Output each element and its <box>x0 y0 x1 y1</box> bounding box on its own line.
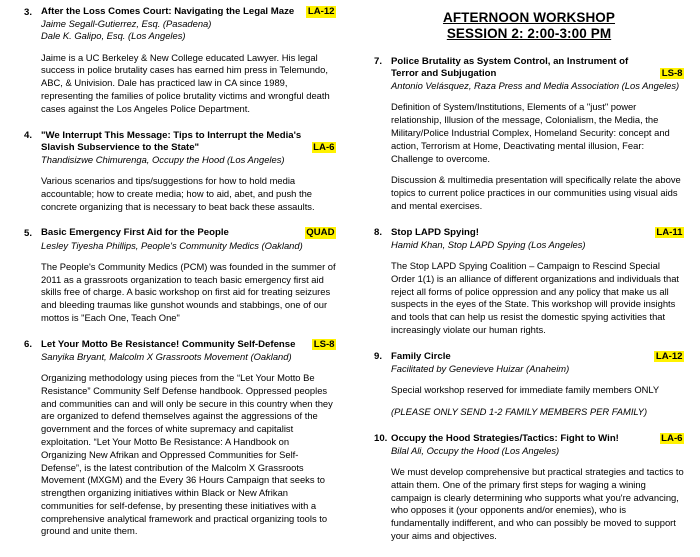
workshop-item-title: LA-12 After the Loss Comes Court: Navigating the Legal Maze <box>41 6 335 17</box>
right-workshop-list <box>374 56 684 543</box>
workshop-item-head-body <box>41 130 336 214</box>
workshop-item-number: 5. <box>24 227 33 239</box>
workshop-item-title: LS-8 Police Brutality as System Control, an Instrument of Terror and Subjugation <box>391 55 683 80</box>
workshop-presenter: Hamid Khan, Stop LAPD Spying (Los Angeles) <box>391 238 586 250</box>
workshop-item-head-body <box>391 433 684 543</box>
left-workshop-list <box>24 6 336 538</box>
workshop-item <box>24 227 336 324</box>
session-header-line-1: AFTERNOON WORKSHOP <box>442 10 616 25</box>
right-column <box>350 6 700 557</box>
workshop-presenter: Facilitated by Genevieve Huizar (Anaheim) <box>391 362 570 374</box>
workshop-item <box>374 56 684 213</box>
workshop-item-title: LS-8 Let Your Motto Be Resistance! Community Self-Defense <box>41 338 335 350</box>
workshop-description: Various scenarios and tips/suggestions for how to hold media accountable; how to create media; how to aid, abet, and push the concrete organizing that is necessary to beat back these assaults. <box>41 175 315 212</box>
workshop-item <box>24 130 336 214</box>
workshop-description: The Stop LAPD Spying Coalition – Campaign to Rescind Special Order 1(1) is an alliance of different organizations and individuals that reject all forms of police oppression and any policy that make us all suspects in the eyes of the State. This workshop will provide insights and tools that can help us resist the domestic spying activities that increasingly violate our human rights. <box>391 260 680 335</box>
two-column-layout <box>0 6 700 557</box>
workshop-presenter: Jaime Segall-Gutierrez, Esq. (Pasadena) <box>41 18 212 30</box>
workshop-item-head <box>374 351 684 419</box>
workshop-description: We must develop comprehensive but practical strategies and tactics to attain them. One of the primary first steps for waging a wining campaign is clearly determining who supports what you're advancing, who opposes it (your opponents and/or enemies), who is fundamentally indifferent, and who can possibly be moved to support your aims and objectives. <box>391 466 684 541</box>
room-badge: LS-8 <box>661 67 683 79</box>
session-header-line-2: SESSION 2: 2:00-3:00 PM <box>446 25 612 41</box>
workshop-description: Organizing methodology using pieces from the “Let Your Motto Be Resistance” Community Self Defense handbook. Oppressed peoples and communities can and will only be secure in this country when they are organized to defend themselves against the aggressions of the government and the forces of white supremacy and capitalist exploitation. “Let Your Motto Be Resistance: A Handbook on Organizing New Afrikan and Oppressed Communities for Self-Defense”, is the latest contribution of the Malcolm X Grassroots Movement (MXGM) and the Every 36 Hours Campaign that seeks to strengthen organizing initiatives within Black or New Afrikan communities for self-defense, by presenting these initiatives with a comprehensive analytical framework and practical organizing tools to ground and unite them. <box>41 372 333 537</box>
workshop-item <box>374 227 684 337</box>
workshop-item-head-body <box>41 6 336 116</box>
workshop-item-number: 3. <box>24 6 33 18</box>
room-badge: LA-12 <box>655 350 683 362</box>
workshop-item-head <box>24 227 336 324</box>
workshop-description: The People's Community Medics (PCM) was founded in the summer of 2011 as a grassroots organization to teach basic emergency first aid skills free of charge. A basic workshop on first aid for treating seizures and bleeding traumas like gunshot wounds and stabbings, one of our mottos is "Each One, Teach One" <box>41 260 336 323</box>
workshop-presenter: Lesley Tiyesha Phillips, People's Community Medics (Oakland) <box>41 239 303 251</box>
workshop-note: (PLEASE ONLY SEND 1-2 FAMILY MEMBERS PER FAMILY) <box>391 405 648 417</box>
workshop-presenter: Dale K. Galipo, Esq. (Los Angeles) <box>41 30 186 42</box>
workshop-item-number: 7. <box>374 56 383 68</box>
workshop-item-head <box>24 130 336 214</box>
workshop-presenter: Antonio Velásquez, Raza Press and Media Association (Los Angeles) <box>391 80 680 92</box>
workshop-presenter: Thandisizwe Chimurenga, Occupy the Hood (Los Angeles) <box>41 153 285 165</box>
workshop-item-title: QUAD Basic Emergency First Aid for the People <box>41 227 335 239</box>
room-badge: LA-12 <box>307 6 335 17</box>
room-badge: LA-6 <box>313 141 335 153</box>
workshop-item-head <box>24 6 336 116</box>
workshop-item-head <box>24 339 336 539</box>
session-header <box>374 10 684 42</box>
workshop-description: Jaime is a UC Berkeley & New College educated Lawyer. His legal success in police brutality cases has earned him press in Telemundo, ABC, & Univision. Dale has practiced law in CA since 1989, representing the families of police brutality victims and wrongful death cases against the Los Angeles Police Department. <box>41 51 330 114</box>
workshop-item-number: 10. <box>374 433 388 445</box>
workshop-item <box>374 433 684 543</box>
workshop-item-number: 9. <box>374 351 383 363</box>
workshop-item-head-body <box>41 227 336 324</box>
workshop-item-head-body <box>391 227 684 337</box>
workshop-item-head <box>374 433 684 543</box>
workshop-item-head <box>374 227 684 337</box>
workshop-description: Special workshop reserved for immediate family members ONLY <box>391 384 660 396</box>
workshop-item-number: 6. <box>24 339 33 351</box>
workshop-item-number: 8. <box>374 227 383 239</box>
room-badge: LA-11 <box>656 226 683 238</box>
workshop-presenter: Sanyika Bryant, Malcolm X Grassroots Movement (Oakland) <box>41 350 292 362</box>
workshop-item-title: LA-6 "We Interrupt This Message: Tips to Interrupt the Media's Slavish Subservience to the State" <box>41 129 335 153</box>
workshop-presenter: Bilal Ali, Occupy the Hood (Los Angeles) <box>391 444 560 456</box>
left-column <box>0 6 350 552</box>
workshop-item <box>374 351 684 419</box>
workshop-item-head-body <box>41 339 336 539</box>
room-badge: QUAD <box>306 227 335 239</box>
workshop-item-title: LA-6 Occupy the Hood Strategies/Tactics: Fight to Win! <box>391 432 683 444</box>
workshop-item-head <box>374 56 684 213</box>
room-badge: LS-8 <box>313 338 335 350</box>
room-badge: LA-6 <box>661 432 683 444</box>
workshop-item-title: LA-11 Stop LAPD Spying! <box>391 226 683 238</box>
workshop-description: Definition of System/Institutions, Elements of a "just" power relationship, Illusion of the message, Colonialism, the Media, the Military/Police Industrial Complex, Homeland Security: concept and action, Terrorism at Home, Deactivating mental illusion, Fear: Challenge to overcome. <box>391 101 670 164</box>
workshop-item-head-body <box>391 56 684 213</box>
workshop-item <box>24 339 336 539</box>
workshop-item-head-body <box>391 351 684 419</box>
workshop-item-title: LA-12 Family Circle <box>391 350 683 362</box>
workshop-item <box>24 6 336 116</box>
workshop-description: Discussion & multimedia presentation will specifically relate the above topics to current police practices in our communities using visual aids and mental exercises. <box>391 174 681 211</box>
workshop-item-number: 4. <box>24 130 33 142</box>
